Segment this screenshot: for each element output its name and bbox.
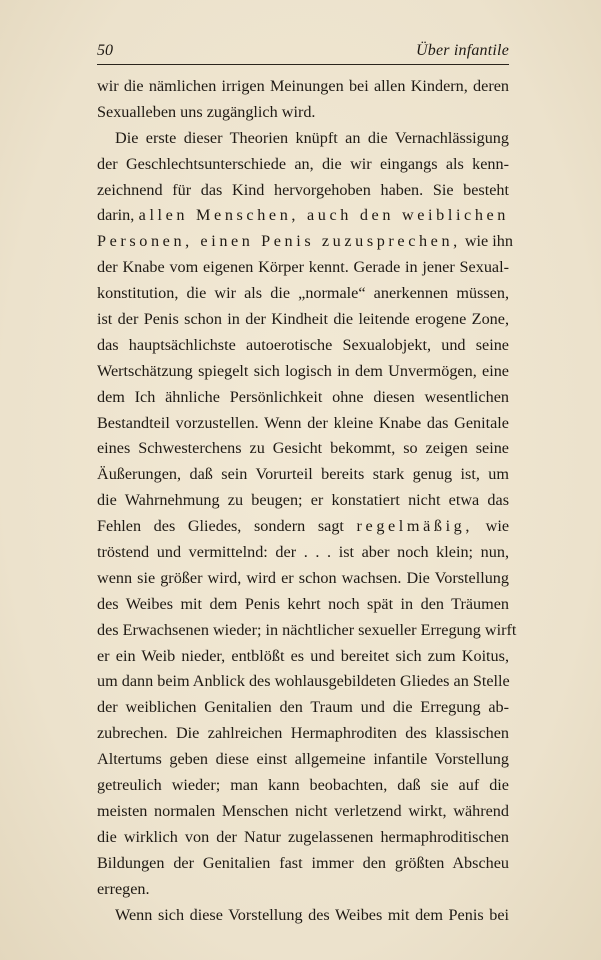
emphasized-text: regelmäßig, xyxy=(356,517,474,536)
text-line-spaced xyxy=(97,229,513,255)
text-line-spaced xyxy=(97,203,509,229)
text-line: er ein Weib nieder, entblößt es und bereitet sich zum Koitus, xyxy=(97,646,509,665)
text-line: der weiblichen Genitalien den Traum und die Erregung ab- xyxy=(97,698,509,717)
text-line: des Erwachsenen wieder; in nächtlicher sexueller Erregung wirft xyxy=(97,620,517,639)
text-line: getreulich wieder; man kann beobachten, daß sie auf die xyxy=(97,776,509,795)
text-line: Altertums geben diese einst allgemeine infantile Vorstellung xyxy=(97,750,509,769)
running-head: Über infantile xyxy=(415,42,509,59)
text-line: Äußerungen, daß sein Vorurteil bereits stark genug ist, um xyxy=(97,465,509,484)
text-line: der Knabe vom eigenen Körper kennt. Gerade in jener Sexual- xyxy=(97,258,509,277)
text-line: meisten normalen Menschen nicht verletzend wirkt, während xyxy=(97,801,509,820)
text-line: eines Schwesterchens zu Gesicht bekommt, so zeigen seine xyxy=(97,439,509,458)
text-line: zeichnend für das Kind hervorgehoben haben. Sie besteht xyxy=(97,180,509,199)
page-header xyxy=(97,42,509,65)
text-line: ist der Penis schon in der Kindheit die leitende erogene Zone, xyxy=(97,310,509,329)
emphasized-text: allen Menschen, auch den weiblichen xyxy=(138,206,509,225)
text-fragment: darin, xyxy=(97,206,135,225)
text-line: Bestandteil vorzustellen. Wenn der kleine Knabe das Genitale xyxy=(97,413,509,432)
body-text xyxy=(97,74,517,928)
text-line: um dann beim Anblick des wohlausgebildeten Gliedes an Stelle xyxy=(97,672,510,691)
text-fragment: wie xyxy=(485,517,510,536)
text-line: Wenn sich diese Vorstellung des Weibes mit dem Penis bei xyxy=(115,905,509,924)
text-line: der Geschlechtsunterschiede an, die wir eingangs als kenn- xyxy=(97,154,509,173)
text-fragment: Fehlen des Gliedes, sondern sagt xyxy=(97,517,344,536)
text-line: Die erste dieser Theorien knüpft an die Vernachlässigung xyxy=(115,128,509,147)
text-line: die wirklich von der Natur zugelassenen hermaphroditischen xyxy=(97,827,509,846)
text-line: Wertschätzung spiegelt sich logisch in dem Unvermögen, eine xyxy=(97,361,509,380)
emphasized-text: Personen, einen Penis zuzusprechen, xyxy=(97,232,461,251)
text-line: das hauptsächlichste autoerotische Sexualobjekt, und seine xyxy=(97,335,509,354)
page-number: 50 xyxy=(97,42,113,59)
paragraph-1 xyxy=(97,74,509,126)
text-line: erregen. xyxy=(97,879,150,898)
text-line: konstitution, die wir als die „normale“ anerkennen müssen, xyxy=(97,284,509,303)
paragraph-3 xyxy=(97,903,509,929)
text-line: zubrechen. Die zahlreichen Hermaphroditen des klassischen xyxy=(97,724,509,743)
text-line: wir die nämlichen irrigen Meinungen bei allen Kindern, deren xyxy=(97,77,509,95)
text-line: Sexualleben uns zugänglich wird. xyxy=(97,102,316,121)
text-line-spaced xyxy=(97,514,509,540)
paragraph-2 xyxy=(97,126,517,903)
text-line: tröstend und vermittelnd: der . . . ist aber noch klein; nun, xyxy=(97,543,509,562)
text-fragment: wie ihn xyxy=(464,232,513,251)
text-line: dem Ich ähnliche Persönlichkeit ohne diesen wesentlichen xyxy=(97,387,509,406)
text-line: die Wahrnehmung zu beugen; er konstatiert nicht etwa das xyxy=(97,491,509,510)
text-line: Bildungen der Genitalien fast immer den größten Abscheu xyxy=(97,853,509,872)
text-line: des Weibes mit dem Penis kehrt noch spät in den Träumen xyxy=(97,594,509,613)
text-line: wenn sie größer wird, wird er schon wachsen. Die Vorstellung xyxy=(97,568,509,587)
